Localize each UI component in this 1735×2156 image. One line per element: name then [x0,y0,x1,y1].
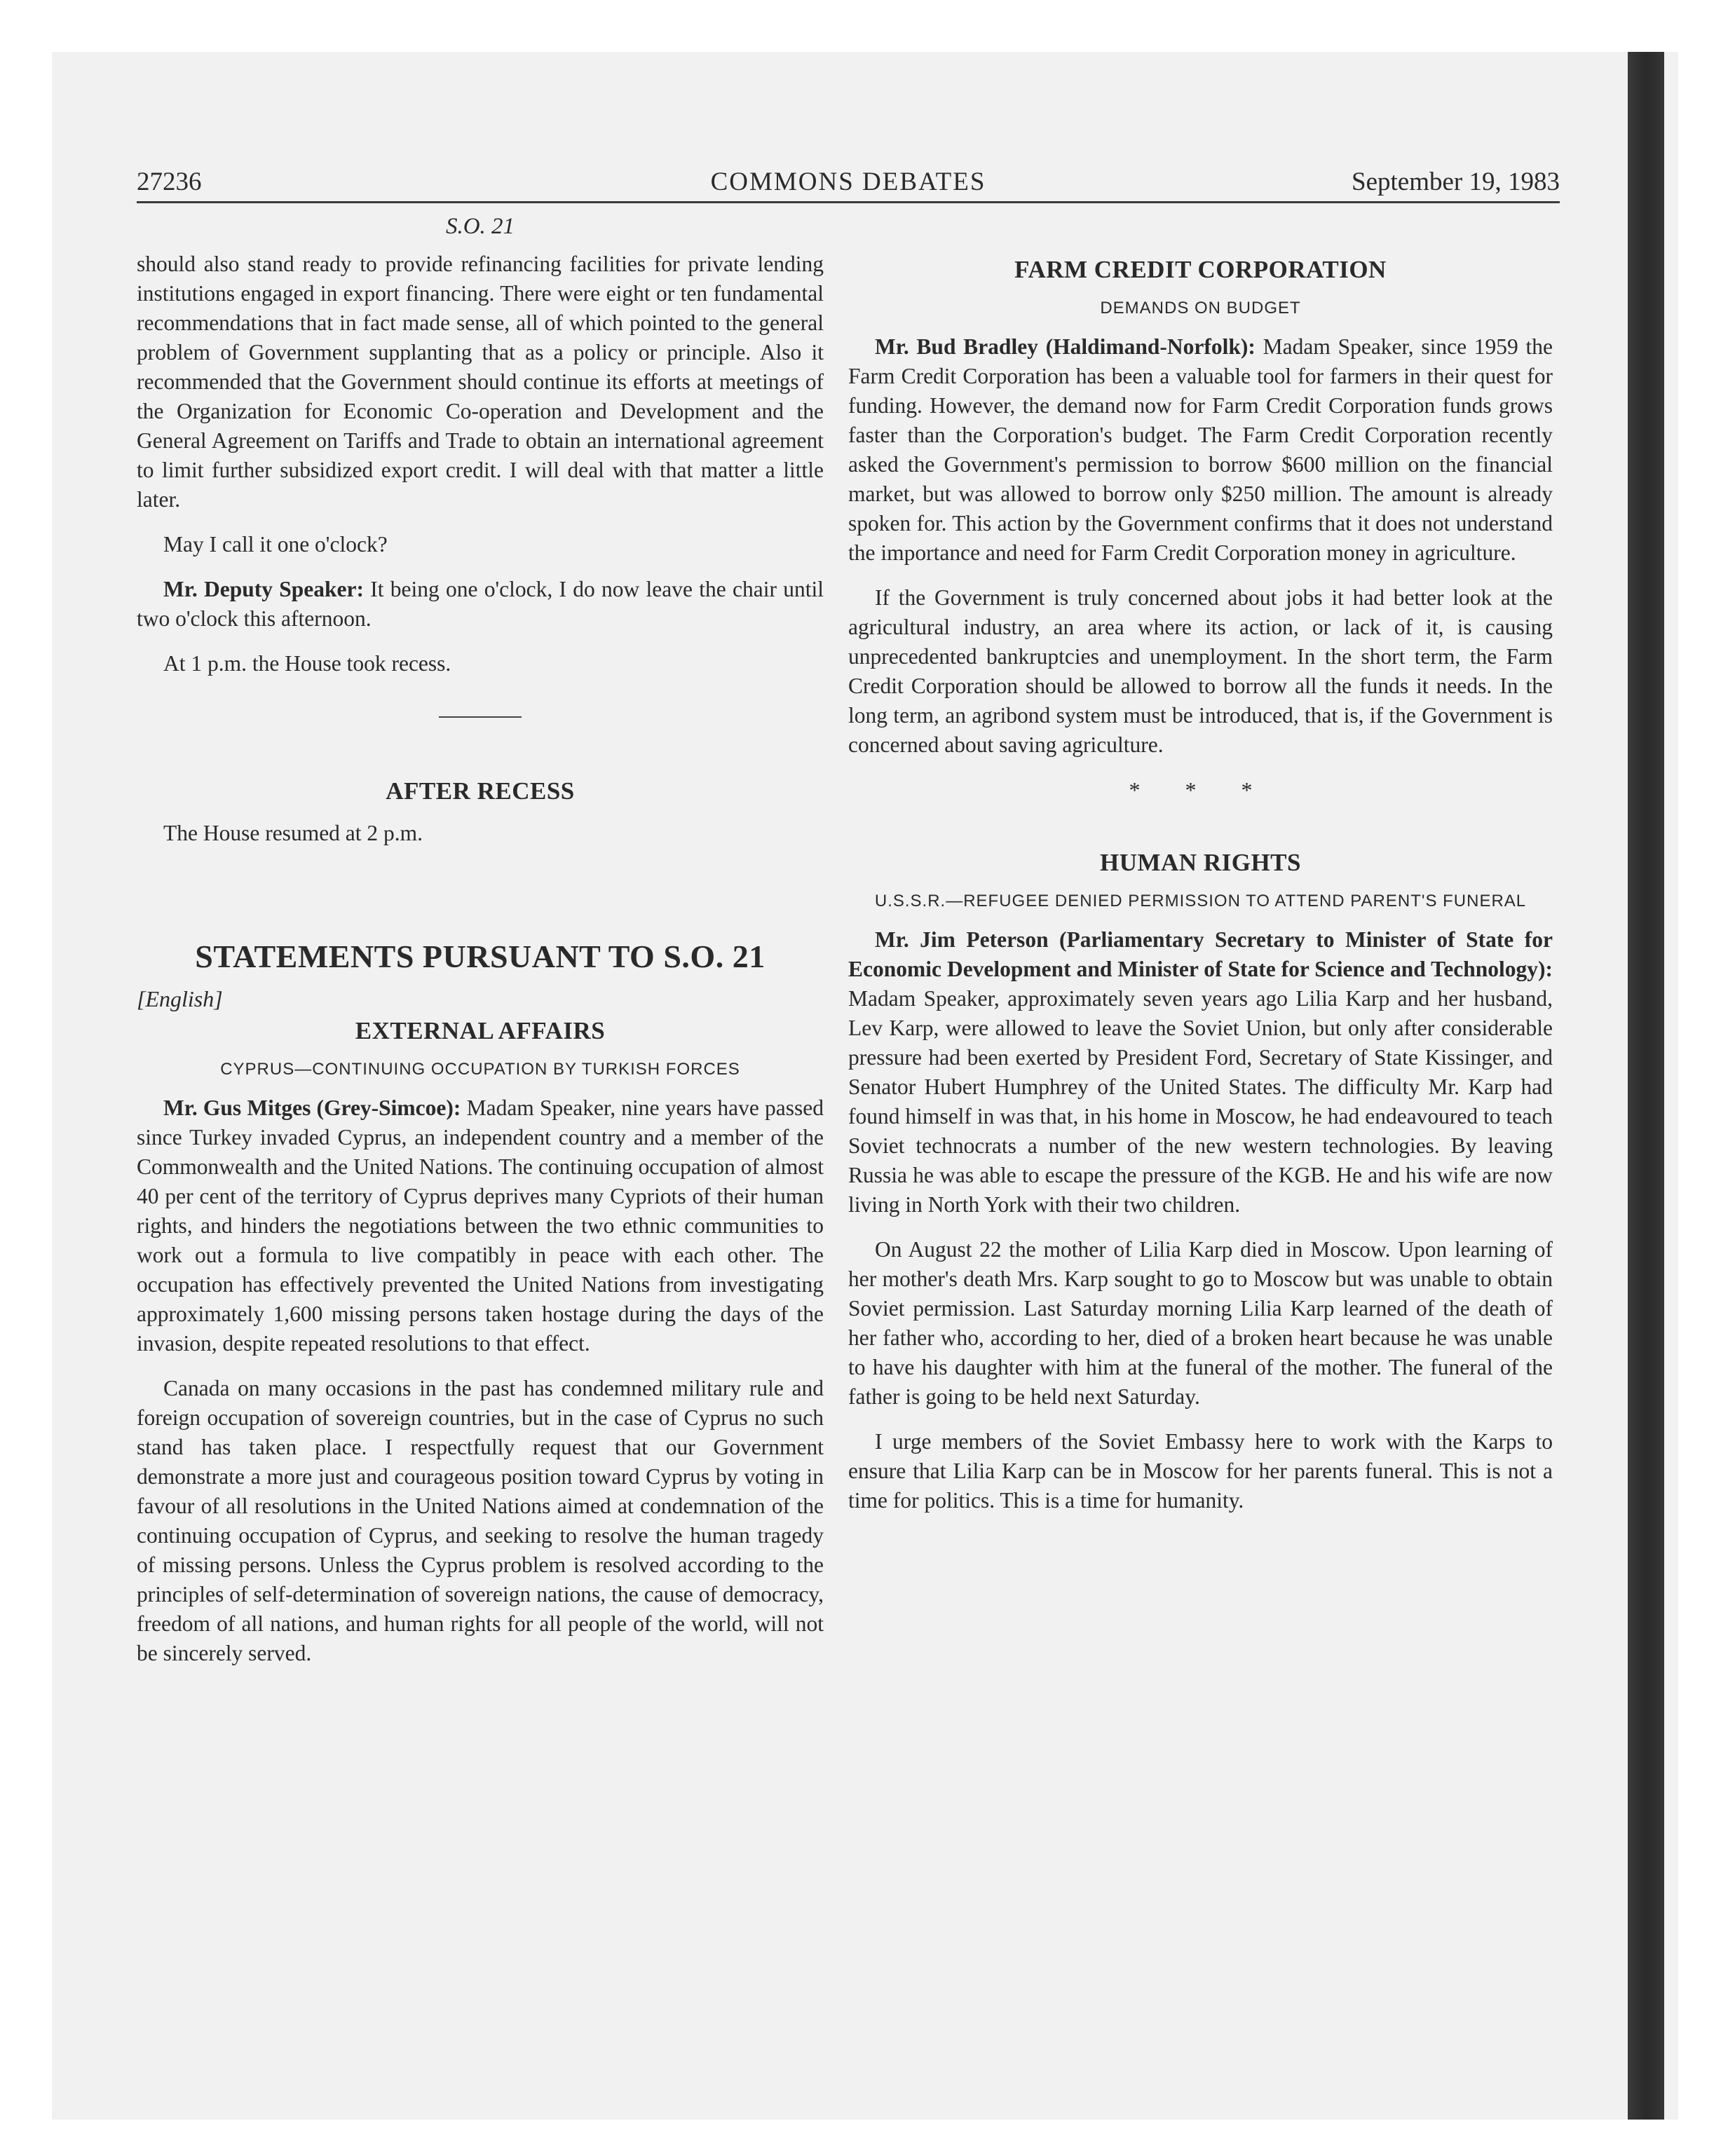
publication-title: COMMONS DEBATES [710,168,986,196]
section-heading: HUMAN RIGHTS [1100,849,1301,876]
major-heading: STATEMENTS PURSUANT TO S.O. 21 [195,939,766,974]
section-heading: AFTER RECESS [386,777,575,805]
paragraph: I urge members of the Soviet Embassy here to work with the Karps to ensure that Lilia Karp can be in Moscow for her parents funeral. This is not a time for politics. This is a time for humanity. [848,1429,1553,1513]
section-separator: * * * [1129,777,1272,803]
page-date: September 19, 1983 [1352,168,1560,196]
section-divider [439,716,522,718]
paragraph: If the Government is truly concerned about jobs it had better look at the agricultural industry, an area where its action, or lack of it, is causing unprecedented bankruptcies and unemployment. In the short term, the Farm Credit Corporation should be allowed to borrow all the funds it needs. In the long term, an agribond system must be introduced, that is, if the Government is concerned about saving agriculture. [848,585,1553,757]
paragraph: At 1 p.m. the House took recess. [163,651,451,676]
right-column [848,212,1553,1531]
left-column [137,212,824,1684]
paragraph: The House resumed at 2 p.m. [163,821,423,845]
language-tag: [English] [137,986,223,1011]
paragraph: Mr. Gus Mitges (Grey-Simcoe): Madam Speaker, nine years have passed since Turkey invaded Cyprus, an independent country and a member of the Commonwealth and the United Nations. The continuing occupation of almost 40 per cent of the territory of Cyprus deprives many Cypriots of their human rights, and hinders the negotiations between the two ethnic communities to work out a formula to live compatibly in peace with each other. The occupation has effectively prevented the United Nations from investigating approximately 1,600 missing persons taken hostage during the days of the invasion, despite repeated resolutions to that effect. [137,1096,824,1356]
section-subheading: CYPRUS—CONTINUING OCCUPATION BY TURKISH FORCES [220,1060,740,1079]
paragraph: Canada on many occasions in the past has condemned military rule and foreign occupation of sovereign countries, but in the case of Cyprus no such stand has taken place. I respectfully request that our Government demonstrate a more just and courageous position toward Cyprus by voting in favour of all resolutions in the United Nations aimed at condemnation of the continuing occupation of Cyprus, and seeking to resolve the human tragedy of missing persons. Unless the Cyprus problem is resolved according to the principles of self-determination of sovereign nations, the cause of democracy, freedom of all nations, and human rights for all people of the world, will not be sincerely served. [137,1376,824,1665]
speaker-name: Mr. Bud Bradley (Haldimand-Norfolk): [875,334,1256,359]
page-number: 27236 [137,168,202,196]
speaker-name: Mr. Jim Peterson (Parliamentary Secretary to Minister of State for Economic Development and Minister of State for Science and Technology): [848,927,1553,981]
paragraph: Mr. Bud Bradley (Haldimand-Norfolk): Madam Speaker, since 1959 the Farm Credit Corporation has been a valuable tool for farmers in their quest for funding. However, the demand now for Farm Credit Corporation funds grows faster than the Corporation's budget. The Farm Credit Corporation recently asked the Government's permission to borrow $600 million on the financial market, but was allowed to borrow only $250 million. The amount is already spoken for. This action by the Government confirms that it does not understand the importance and need for Farm Credit Corporation money in agriculture. [848,334,1553,565]
page-header [137,165,1560,203]
section-heading: FARM CREDIT CORPORATION [1014,256,1387,283]
section-heading: EXTERNAL AFFAIRS [355,1017,606,1044]
section-subheading: U.S.S.R.—REFUGEE DENIED PERMISSION TO ATTEND PARENT'S FUNERAL [874,892,1527,910]
speaker-name: Mr. Deputy Speaker: [163,577,364,601]
paragraph: should also stand ready to provide refinancing facilities for private lending institutions engaged in export financing. There were eight or ten fundamental recommendations that in fact made sense, all of which pointed to the general problem of Government supplanting that as a policy or principle. Also it recommended that the Government should continue its efforts at meetings of the Organization for Economic Co-operation and Development and the General Agreement on Tariffs and Trade to obtain an international agreement to limit further subsidized export credit. I will deal with that matter a little later. [137,252,824,512]
paragraph: Mr. Deputy Speaker: It being one o'clock, I do now leave the chair until two o'clock this afternoon. [137,577,824,631]
paragraph: On August 22 the mother of Lilia Karp died in Moscow. Upon learning of her mother's death Mrs. Karp sought to go to Moscow but was unable to obtain Soviet permission. Last Saturday morning Lilia Karp learned of the death of her father who, according to her, died of a broken heart because he was unable to have his daughter with him at the funeral of the mother. The funeral of the father is going to be held next Saturday. [848,1237,1553,1409]
paragraph: Mr. Jim Peterson (Parliamentary Secretary to Minister of State for Economic Development and Minister of State for Science and Technology): Madam Speaker, approximately seven years ago Lilia Karp and her husband, Lev Karp, were allowed to leave the Soviet Union, but only after considerable pressure had been exerted by President Ford, Secretary of State Kissinger, and Senator Hubert Humphrey of the United States. The difficulty Mr. Karp had found himself in was that, in his home in Moscow, he had endeavoured to teach Soviet technocrats a number of the new western technologies. By leaving Russia he was able to escape the pressure of the KGB. He and his wife are now living in North York with their two children. [848,927,1553,1217]
so-label: S.O. 21 [445,214,515,239]
binding-edge [1628,52,1664,2120]
section-subheading: DEMANDS ON BUDGET [1100,299,1301,318]
speaker-name: Mr. Gus Mitges (Grey-Simcoe): [163,1096,461,1120]
paragraph: May I call it one o'clock? [163,532,388,557]
